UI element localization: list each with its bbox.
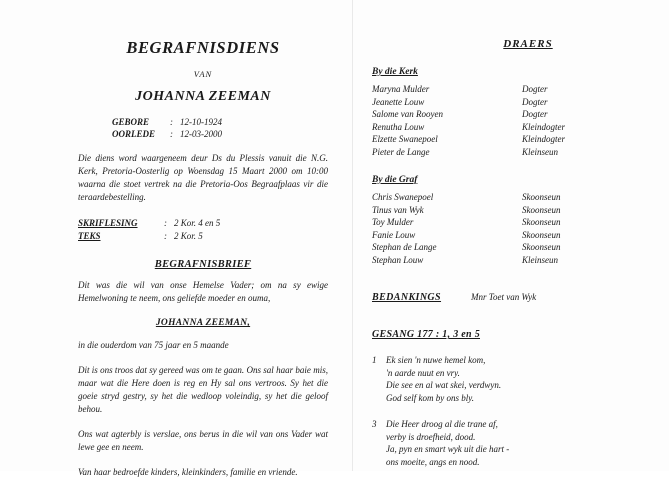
table-row (372, 204, 642, 217)
reading-row-text (78, 230, 328, 243)
reading-row-scripture (78, 217, 328, 230)
bearer-name: Pieter de Lange (372, 146, 430, 157)
right-column (372, 38, 642, 468)
letter-paragraph-2: Ons wat agterbly is verslae, ons berus in die wil van ons Vader wat lewe gee en neem. (78, 429, 328, 452)
table-row (372, 133, 642, 146)
age-line: in die ouderdom van 75 jaar en 5 maande (78, 340, 229, 350)
group-heading-grave: By die Graf (372, 175, 418, 185)
born-separator: : (170, 117, 173, 127)
dates-block (78, 116, 328, 140)
bearer-name: Stephan Louw (372, 254, 424, 265)
died-separator: : (170, 129, 173, 139)
van-label: VAN (193, 69, 213, 79)
table-row (372, 191, 642, 204)
bearers-group-church (372, 67, 642, 158)
bearers-group-grave (372, 175, 642, 266)
born-value: 12-10-1924 (180, 117, 222, 127)
left-column (78, 38, 328, 479)
bearer-relation: Kleindogter (522, 121, 565, 132)
bearer-name: Elzette Swanepoel (372, 134, 438, 144)
letter-paragraph-1: Dit is ons troos dat sy gereed was om te gaan. Ons sal haar baie mis, maar wat die Here doen is reg en Hy sal ons vertroos. Sy het die goeie stryd gestry, sy het die wedloop voleindig, sy het die geloof behou. (78, 365, 328, 414)
thanks-value: Mnr Toet van Wyk (471, 292, 537, 302)
bearer-relation: Skoonseun (522, 204, 561, 215)
letter-paragraph-3: Van haar bedroefde kinders, kleinkinders, familie en vriende. (78, 467, 298, 477)
letter-name: JOHANNA ZEEMAN, (155, 318, 251, 328)
bearer-name: Maryna Mulder (372, 84, 430, 94)
table-row (372, 96, 642, 109)
verse-lines (386, 418, 509, 468)
verse-number: 3 (372, 419, 377, 429)
born-label: GEBORE (112, 117, 150, 127)
bearer-relation: Skoonseun (522, 217, 561, 227)
verse-line: verby is droefheid, dood. (386, 431, 476, 442)
date-row-born (112, 116, 328, 128)
hymn-label: GESANG 177 : 1, 3 en 5 (372, 329, 480, 340)
verse-line: Die Heer droog al die trane af, (386, 419, 498, 429)
text-value: 2 Kor. 5 (174, 231, 203, 241)
page-fold-line (352, 0, 353, 471)
bearer-relation: Skoonseun (522, 229, 561, 240)
table-row (372, 216, 642, 229)
verse-lines (386, 354, 501, 404)
verse-line: Ja, pyn en smart wyk uit die hart - (386, 444, 510, 454)
thanks-label: BEDANKINGS (372, 292, 442, 303)
bearer-relation: Dogter (522, 109, 548, 119)
table-row (372, 83, 642, 96)
service-paragraph: Die diens word waargeneem deur Ds du Plessis vanuit die N.G. Kerk, Pretoria-Oosterlig op Woensdag 15 Maart 2000 om 10:00 waarna die stoet vertrek na die Pretoria-Oos Begraafplaas vir die teraardebestelling. (78, 153, 328, 202)
hymn-verse-3 (372, 418, 642, 468)
verse-line: ons moeite, angs en nood. (386, 456, 480, 467)
died-value: 12-03-2000 (180, 129, 222, 139)
table-row (372, 121, 642, 134)
readings-block (78, 217, 328, 243)
bearer-relation: Skoonseun (522, 192, 561, 202)
page-title: BEGRAFNISDIENS (126, 38, 280, 57)
bearer-name: Fanie Louw (372, 229, 416, 240)
table-row (372, 241, 642, 254)
bearer-relation: Kleindogter (522, 134, 565, 144)
date-row-died (112, 128, 328, 140)
bearer-name: Renutha Louw (372, 121, 425, 132)
scripture-value: 2 Kor. 4 en 5 (174, 218, 221, 228)
bearer-name: Jeanette Louw (372, 96, 425, 107)
died-label: OORLEDE (112, 129, 156, 139)
letter-heading: BEGRAFNISBRIEF (154, 259, 252, 270)
hymn-verse-1 (372, 354, 642, 404)
letter-intro: Dit was die wil van onse Hemelse Vader; om na sy ewige Hemelwoning te neem, ons geliefde moeder en ouma, (78, 280, 328, 303)
table-row (372, 254, 642, 267)
table-row (372, 229, 642, 242)
scripture-colon: : (164, 218, 167, 228)
bearer-relation: Kleinseun (522, 254, 558, 265)
verse-number: 1 (372, 355, 377, 365)
deceased-name: JOHANNA ZEEMAN (135, 89, 271, 104)
thanks-block (372, 292, 642, 303)
bearer-relation: Kleinseun (522, 146, 558, 157)
bearer-name: Toy Mulder (372, 217, 414, 227)
bearer-relation: Dogter (522, 96, 548, 107)
group-heading-church: By die Kerk (372, 67, 418, 77)
verse-line: 'n aarde nuut en vry. (386, 367, 460, 378)
verse-line: God self kom by ons bly. (386, 392, 474, 403)
bearer-name: Tinus van Wyk (372, 204, 424, 215)
bearer-relation: Skoonseun (522, 242, 561, 252)
text-colon: : (164, 231, 167, 241)
bearer-relation: Dogter (522, 84, 548, 94)
scripture-label: SKRIFLESING (78, 218, 138, 228)
bearer-name: Chris Swanepoel (372, 192, 434, 202)
text-label: TEKS (78, 231, 101, 241)
verse-line: Die see en al wat skei, verdwyn. (386, 380, 502, 390)
bearers-title: DRAERS (503, 38, 553, 50)
bearer-name: Stephan de Lange (372, 242, 437, 252)
verse-line: Ek sien 'n nuwe hemel kom, (386, 355, 486, 365)
table-row (372, 146, 642, 159)
table-row (372, 108, 642, 121)
bearer-name: Salome van Rooyen (372, 109, 443, 119)
